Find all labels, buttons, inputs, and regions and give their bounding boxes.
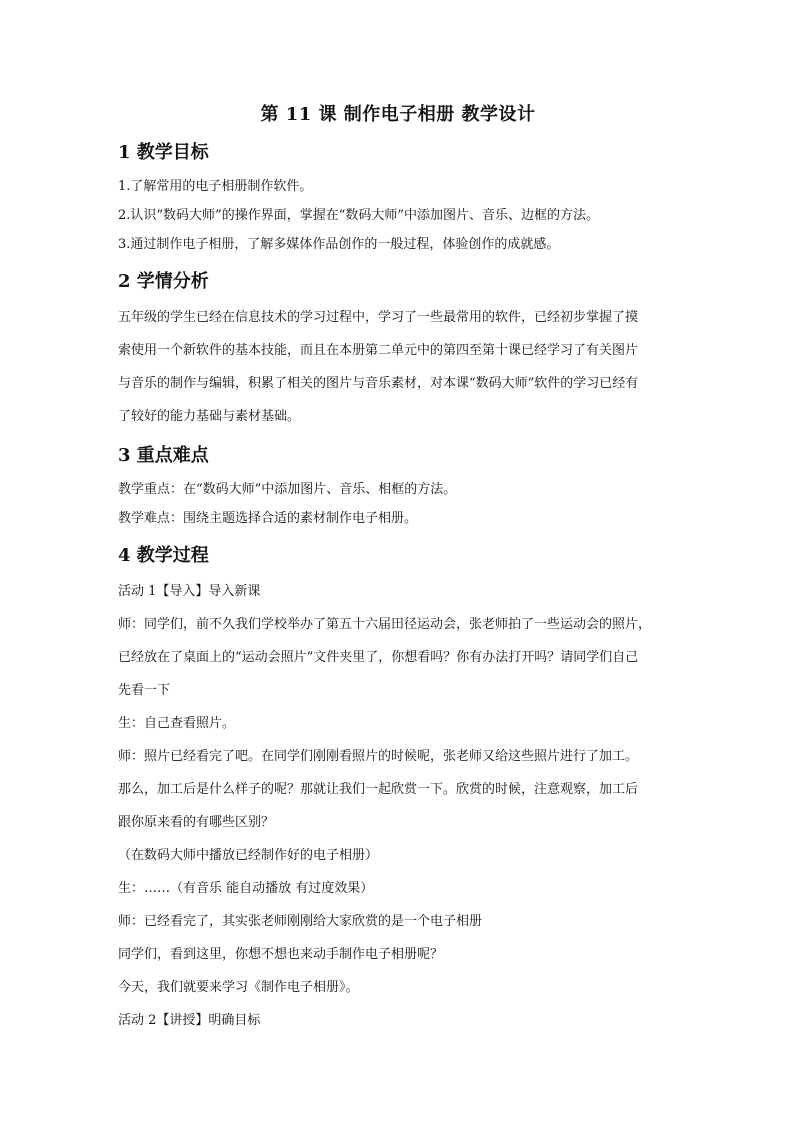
section-heading-process: 4 教学过程 [118, 545, 209, 566]
section-heading-key-points: 3 重点难点 [118, 445, 209, 466]
analysis-line: 了较好的能力基础与素材基础。 [118, 409, 301, 424]
process-line: 今天，我们就要来学习《制作电子相册》。 [118, 980, 359, 995]
process-line: 师：已经看完了，其实张老师刚刚给大家欣赏的是一个电子相册 [118, 914, 483, 929]
document-body [118, 100, 678, 1037]
objective-item: 3.通过制作电子相册，了解多媒体作品创作的一般过程，体验创作的成就感。 [118, 237, 560, 252]
process-line: 已经放在了桌面上的“运动会照片”文件夹里了，你想看吗？你有办法打开吗？请同学们自己 [118, 650, 639, 665]
process-line: 同学们，看到这里，你想不想也来动手制作电子相册呢？ [118, 947, 444, 962]
process-line: 生：自己查看照片。 [118, 716, 236, 731]
process-line: 活动 1【导入】导入新课 [118, 584, 261, 599]
section-heading-objectives: 1 教学目标 [118, 142, 209, 163]
analysis-line: 五年级的学生已经在信息技术的学习过程中，学习了一些最常用的软件，已经初步掌握了摸 [118, 310, 639, 325]
page-title: 第 11 课 制作电子相册 教学设计 [260, 104, 536, 125]
analysis-line: 索使用一个新软件的基本技能，而且在本册第二单元中的第四至第十课已经学习了有关图片 [118, 343, 639, 358]
process-line: 活动 2【讲授】明确目标 [118, 1013, 261, 1028]
process-line: 师：同学们，前不久我们学校举办了第五十六届田径运动会，张老师拍了一些运动会的照片， [118, 617, 652, 632]
process-line: （在数码大师中播放已经制作好的电子相册） [118, 848, 379, 863]
objective-item: 1.了解常用的电子相册制作软件。 [118, 179, 313, 194]
section-heading-analysis: 2 学情分析 [118, 271, 209, 292]
process-line: 先看一下 [118, 683, 171, 698]
key-point-line: 教学重点：在“数码大师”中添加图片、音乐、相框的方法。 [118, 482, 457, 497]
process-line: 那么，加工后是什么样子的呢？那就让我们一起欣赏一下。欣赏的时候，注意观察，加工后 [118, 782, 639, 797]
process-line: 跟你原来看的有哪些区别？ [118, 815, 275, 830]
process-line: 师：照片已经看完了吧。在同学们刚刚看照片的时候呢，张老师又给这些照片进行了加工。 [118, 749, 639, 764]
objective-item: 2.认识“数码大师”的操作界面，掌握在“数码大师”中添加图片、音乐、边框的方法。 [118, 208, 599, 223]
analysis-line: 与音乐的制作与编辑，积累了相关的图片与音乐素材，对本课“数码大师”软件的学习已经有 [118, 376, 639, 391]
process-line: 生：……（有音乐 能自动播放 有过度效果） [118, 881, 374, 896]
key-point-line: 教学难点：围绕主题选择合适的素材制作电子相册。 [118, 511, 418, 526]
